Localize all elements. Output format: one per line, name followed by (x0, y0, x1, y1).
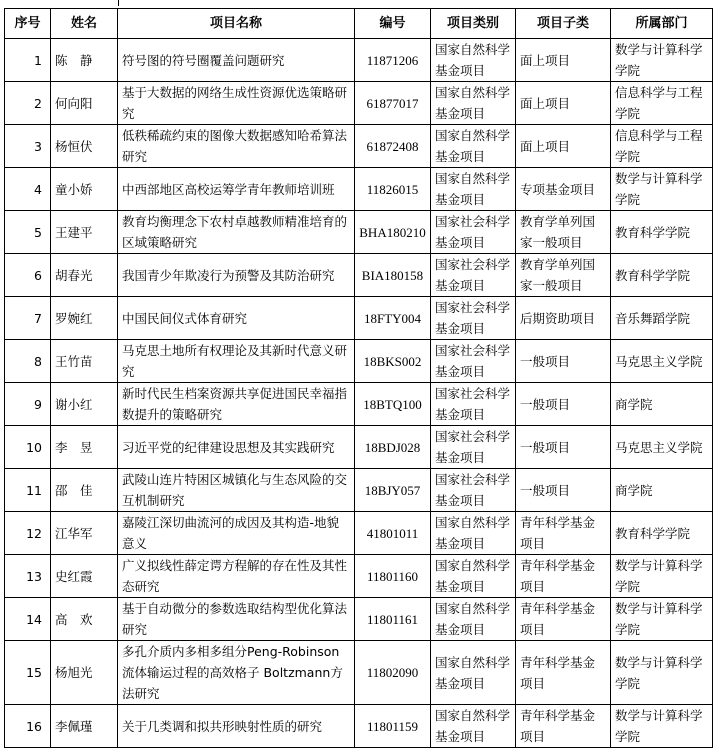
cell-project-title: 低秩稀疏约束的图像大数据感知哈希算法研究 (118, 125, 355, 168)
cell-subcategory: 专项基金项目 (516, 168, 611, 211)
table-row (5, 641, 713, 705)
header-department: 所属部门 (611, 9, 713, 39)
cell-project-title: 马克思土地所有权理论及其新时代意义研究 (118, 340, 355, 383)
cell-subcategory: 一般项目 (516, 469, 611, 512)
cell-category: 国家社会科学基金项目 (431, 383, 516, 426)
cell-index: 8 (5, 340, 51, 383)
cell-code: 18BTQ100 (355, 383, 431, 426)
cell-project-title: 关于几类调和拟共形映射性质的研究 (118, 705, 355, 748)
cell-name: 童小娇 (51, 168, 118, 211)
cell-subcategory: 一般项目 (516, 426, 611, 469)
cell-code: 18BJY057 (355, 469, 431, 512)
cell-department: 商学院 (611, 469, 713, 512)
cell-category: 国家自然科学基金项目 (431, 39, 516, 82)
cell-index: 13 (5, 555, 51, 598)
cell-subcategory: 教育学单列国家一般项目 (516, 254, 611, 297)
cell-department: 教育科学学院 (611, 512, 713, 555)
cell-index: 9 (5, 383, 51, 426)
table-row (5, 211, 713, 254)
cell-department: 信息科学与工程学院 (611, 82, 713, 125)
cell-project-title: 习近平党的纪律建设思想及其实践研究 (118, 426, 355, 469)
table-row (5, 340, 713, 383)
cell-subcategory: 面上项目 (516, 125, 611, 168)
cell-name: 杨旭光 (51, 641, 118, 705)
cell-name: 罗婉红 (51, 297, 118, 340)
cell-name: 胡春光 (51, 254, 118, 297)
cell-name: 江华军 (51, 512, 118, 555)
cell-project-title: 基于大数据的网络生成性资源优选策略研究 (118, 82, 355, 125)
cell-department: 马克思主义学院 (611, 340, 713, 383)
cell-index: 14 (5, 598, 51, 641)
cell-code: BHA180210 (355, 211, 431, 254)
cell-subcategory: 青年科学基金项目 (516, 705, 611, 748)
table-row (5, 598, 713, 641)
cell-code: 61872408 (355, 125, 431, 168)
cell-code: 11801160 (355, 555, 431, 598)
cell-index: 6 (5, 254, 51, 297)
header-subcategory: 项目子类 (516, 9, 611, 39)
cell-category: 国家社会科学基金项目 (431, 340, 516, 383)
cell-department: 马克思主义学院 (611, 426, 713, 469)
cell-code: 11801159 (355, 705, 431, 748)
header-index: 序号 (5, 9, 51, 39)
cell-name: 高 欢 (51, 598, 118, 641)
cell-code: 41801011 (355, 512, 431, 555)
header-row (5, 9, 713, 39)
cell-project-title: 新时代民生档案资源共享促进国民幸福指数提升的策略研究 (118, 383, 355, 426)
cell-project-title: 中国民间仪式体育研究 (118, 297, 355, 340)
project-table (4, 8, 713, 748)
cell-index: 1 (5, 39, 51, 82)
cell-name: 何向阳 (51, 82, 118, 125)
cell-department: 教育科学学院 (611, 211, 713, 254)
cell-subcategory: 面上项目 (516, 82, 611, 125)
cell-subcategory: 青年科学基金项目 (516, 555, 611, 598)
table-row (5, 297, 713, 340)
cell-project-title: 基于自动微分的参数选取结构型优化算法研究 (118, 598, 355, 641)
table-row (5, 168, 713, 211)
cell-project-title: 我国青少年欺凌行为预警及其防治研究 (118, 254, 355, 297)
header-code: 编号 (355, 9, 431, 39)
table-row (5, 39, 713, 82)
cell-category: 国家社会科学基金项目 (431, 211, 516, 254)
cell-category: 国家自然科学基金项目 (431, 82, 516, 125)
cell-name: 李佩瑾 (51, 705, 118, 748)
cell-category: 国家自然科学基金项目 (431, 705, 516, 748)
cell-code: BIA180158 (355, 254, 431, 297)
cell-index: 5 (5, 211, 51, 254)
table-row (5, 705, 713, 748)
cell-index: 11 (5, 469, 51, 512)
cell-index: 2 (5, 82, 51, 125)
cell-project-title: 多孔介质内多相多组分Peng-Robinson流体输运过程的高效格子 Boltzmann方法研究 (118, 641, 355, 705)
cell-code: 18FTY004 (355, 297, 431, 340)
cell-subcategory: 青年科学基金项目 (516, 598, 611, 641)
table-row (5, 383, 713, 426)
cell-name: 李 昱 (51, 426, 118, 469)
cell-name: 陈 静 (51, 39, 118, 82)
cell-name: 王建平 (51, 211, 118, 254)
cell-index: 7 (5, 297, 51, 340)
cell-department: 数学与计算科学学院 (611, 598, 713, 641)
cell-index: 16 (5, 705, 51, 748)
table-top-marker (118, 0, 121, 6)
cell-subcategory: 青年科学基金项目 (516, 641, 611, 705)
cell-department: 商学院 (611, 383, 713, 426)
cell-name: 邵 佳 (51, 469, 118, 512)
cell-name: 谢小红 (51, 383, 118, 426)
cell-code: 18BKS002 (355, 340, 431, 383)
cell-subcategory: 一般项目 (516, 340, 611, 383)
cell-index: 15 (5, 641, 51, 705)
cell-department: 音乐舞蹈学院 (611, 297, 713, 340)
cell-index: 4 (5, 168, 51, 211)
table-row (5, 125, 713, 168)
header-name: 姓名 (51, 9, 118, 39)
cell-department: 数学与计算科学学院 (611, 39, 713, 82)
cell-project-title: 广义拟线性薛定谔方程解的存在性及其性态研究 (118, 555, 355, 598)
cell-category: 国家社会科学基金项目 (431, 426, 516, 469)
header-project-title: 项目名称 (118, 9, 355, 39)
cell-subcategory: 青年科学基金项目 (516, 512, 611, 555)
cell-code: 11802090 (355, 641, 431, 705)
table-row (5, 512, 713, 555)
cell-category: 国家自然科学基金项目 (431, 125, 516, 168)
cell-index: 12 (5, 512, 51, 555)
cell-name: 史红霞 (51, 555, 118, 598)
table-row (5, 426, 713, 469)
cell-department: 数学与计算科学学院 (611, 641, 713, 705)
table-row (5, 555, 713, 598)
cell-project-title: 中西部地区高校运筹学青年教师培训班 (118, 168, 355, 211)
cell-code: 11801161 (355, 598, 431, 641)
cell-project-title: 教育均衡理念下农村卓越教师精准培育的区域策略研究 (118, 211, 355, 254)
cell-department: 数学与计算科学学院 (611, 555, 713, 598)
cell-category: 国家社会科学基金项目 (431, 297, 516, 340)
cell-category: 国家自然科学基金项目 (431, 598, 516, 641)
cell-code: 18BDJ028 (355, 426, 431, 469)
cell-department: 教育科学学院 (611, 254, 713, 297)
cell-department: 数学与计算科学学院 (611, 168, 713, 211)
table-row (5, 254, 713, 297)
cell-category: 国家自然科学基金项目 (431, 168, 516, 211)
cell-category: 国家社会科学基金项目 (431, 469, 516, 512)
cell-code: 11826015 (355, 168, 431, 211)
cell-subcategory: 教育学单列国家一般项目 (516, 211, 611, 254)
cell-project-title: 武陵山连片特困区城镇化与生态风险的交互机制研究 (118, 469, 355, 512)
cell-index: 10 (5, 426, 51, 469)
cell-index: 3 (5, 125, 51, 168)
cell-category: 国家自然科学基金项目 (431, 555, 516, 598)
cell-project-title: 嘉陵江深切曲流河的成因及其构造-地貌意义 (118, 512, 355, 555)
cell-code: 11871206 (355, 39, 431, 82)
cell-name: 王竹苗 (51, 340, 118, 383)
cell-category: 国家自然科学基金项目 (431, 641, 516, 705)
cell-code: 61877017 (355, 82, 431, 125)
cell-subcategory: 一般项目 (516, 383, 611, 426)
table-row (5, 469, 713, 512)
cell-department: 信息科学与工程学院 (611, 125, 713, 168)
cell-name: 杨恒伏 (51, 125, 118, 168)
cell-project-title: 符号图的符号圈覆盖问题研究 (118, 39, 355, 82)
table-row (5, 82, 713, 125)
header-category: 项目类别 (431, 9, 516, 39)
cell-department: 数学与计算科学学院 (611, 705, 713, 748)
cell-category: 国家社会科学基金项目 (431, 254, 516, 297)
cell-subcategory: 面上项目 (516, 39, 611, 82)
cell-category: 国家自然科学基金项目 (431, 512, 516, 555)
cell-subcategory: 后期资助项目 (516, 297, 611, 340)
